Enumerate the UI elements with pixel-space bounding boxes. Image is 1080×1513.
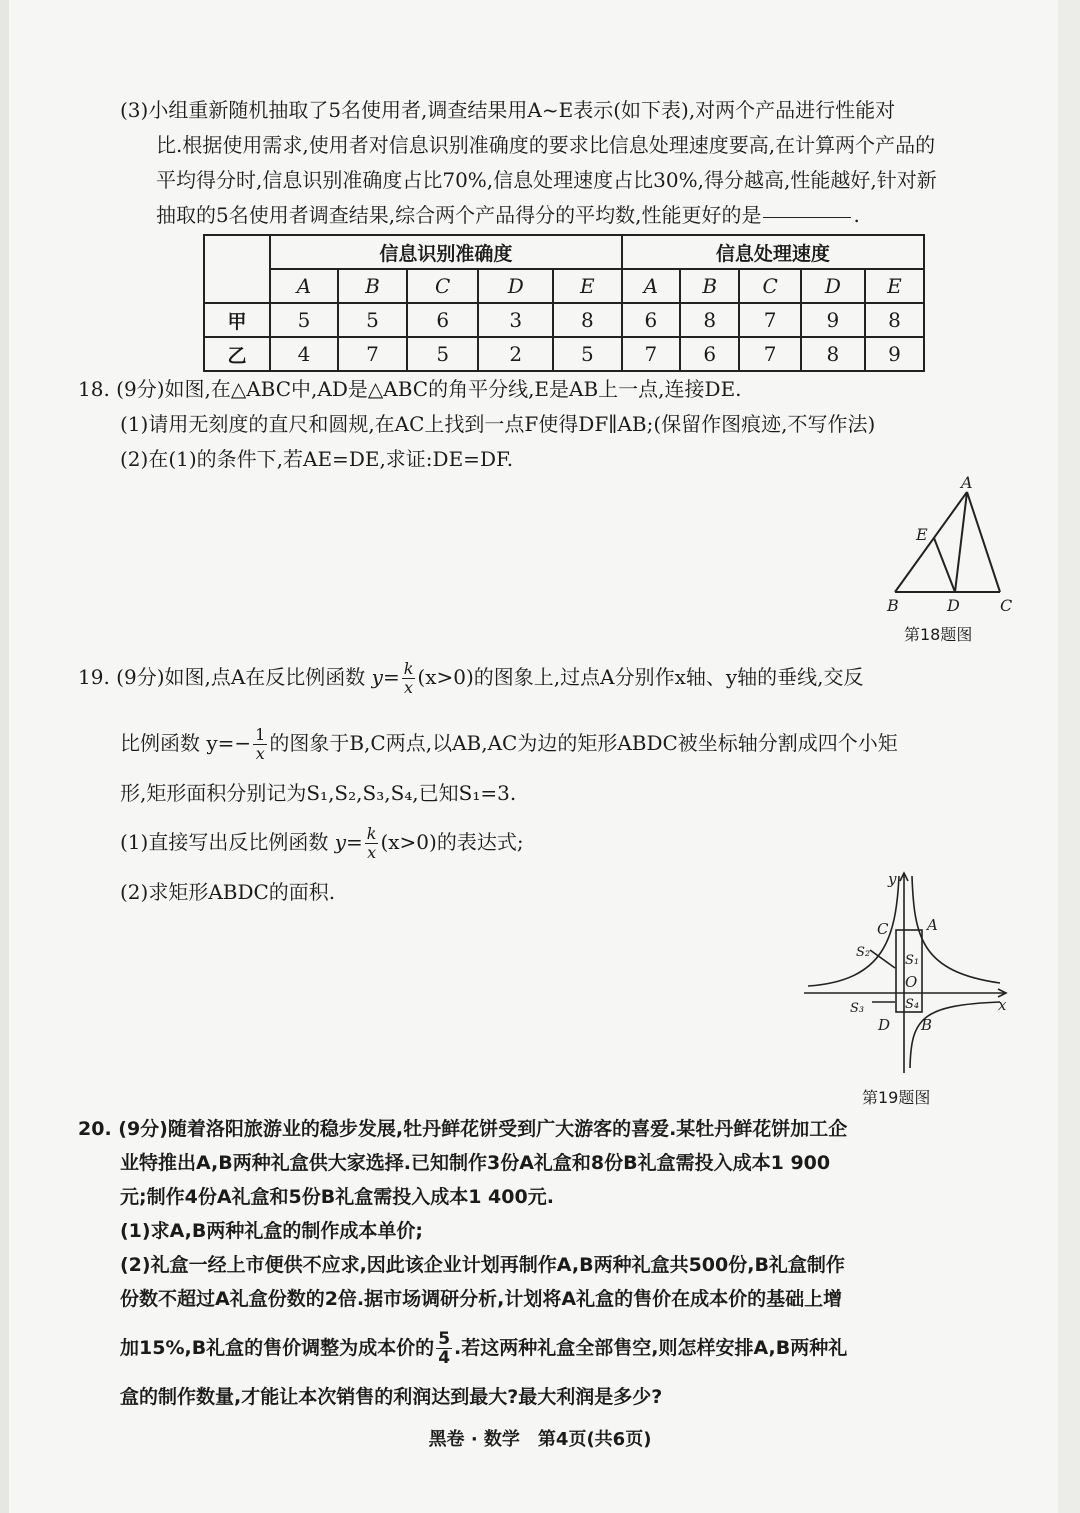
- table-header-row: [204, 235, 924, 269]
- col-label: B: [338, 269, 407, 303]
- label-c: C: [1000, 596, 1013, 615]
- col-label: B: [680, 269, 739, 303]
- numerator: 1: [255, 725, 266, 744]
- label-e: E: [916, 525, 928, 544]
- table-col-row: [204, 269, 924, 303]
- curve-neg-fourth-quadrant: [910, 1002, 1000, 1068]
- table-cell: 8: [865, 303, 924, 337]
- q20-line2: 业特推出A,B两种礼盒供大家选择.已知制作3份A礼盒和8份B礼盒需投入成本1 900: [120, 1152, 831, 1174]
- table-cell: 7: [622, 337, 680, 371]
- label-d: D: [878, 1016, 891, 1034]
- side-ac: [967, 492, 1000, 592]
- label-a: A: [927, 916, 938, 934]
- q17-part3-line2: 比.根据使用需求,使用者对信息识别准确度的要求比信息处理速度要高,在计算两个产品的: [156, 133, 936, 157]
- col-label: E: [553, 269, 622, 303]
- table-cell: 7: [739, 337, 800, 371]
- q19-line2-b: 的图象于B,C两点,以AB,AC为边的矩形ABDC被坐标轴分割成四个小矩: [269, 731, 898, 755]
- q20-part2-line3: [120, 1330, 847, 1367]
- q18-figure: [880, 470, 1030, 620]
- label-s3: S₃: [850, 1001, 865, 1016]
- q19-part1-y-eq: y=: [334, 830, 363, 854]
- q17-part3-line1: (3)小组重新随机抽取了5名使用者,调查结果用A~E表示(如下表),对两个产品进行性能对: [120, 98, 896, 122]
- col-label: E: [865, 269, 924, 303]
- q19-part1-a: (1)直接写出反比例函数: [120, 830, 329, 854]
- table-cell: 2: [478, 337, 553, 371]
- q17-part3-line3: 平均得分时,信息识别准确度占比70%,信息处理速度占比30%,得分越高,性能越好,针对新: [156, 168, 937, 192]
- page-right-edge: [1058, 0, 1080, 1513]
- label-o: O: [905, 973, 918, 991]
- table-cell: 6: [407, 303, 479, 337]
- col-label: D: [478, 269, 553, 303]
- row-label: 甲: [204, 303, 270, 337]
- q19-line2-a: 比例函数 y=−: [120, 731, 252, 755]
- fraction-k-over-x: [365, 825, 379, 862]
- q20-part2-line2: 份数不超过A礼盒份数的2倍.据市场调研分析,计划将A礼盒的售价在成本价的基础上增: [120, 1288, 843, 1310]
- answer-blank[interactable]: [763, 217, 851, 218]
- q17-part3-line4-end: .: [853, 203, 860, 227]
- q19-part1: [120, 825, 524, 862]
- numerator: k: [366, 824, 377, 843]
- q19-y-eq: y=: [371, 665, 400, 689]
- q20-part2-line3-b: .若这两种礼盒全部售空,则怎样安排A,B两种礼: [454, 1337, 848, 1359]
- q19-caption: 第19题图: [862, 1088, 931, 1107]
- table-corner: [204, 235, 270, 303]
- label-s2: S₂: [856, 945, 871, 960]
- q19-stem-b: 的图象上,过点A分别作x轴、y轴的垂线,交反: [473, 665, 864, 689]
- col-label: C: [739, 269, 800, 303]
- q20-line1: 20. (9分)随着洛阳旅游业的稳步发展,牡丹鲜花饼受到广大游客的喜爱.某牡丹鲜花饼加工企: [78, 1118, 848, 1140]
- table-cell: 8: [553, 303, 622, 337]
- col-label: C: [407, 269, 479, 303]
- table-cell: 6: [680, 337, 739, 371]
- q18-caption: 第18题图: [904, 625, 973, 644]
- label-b: B: [921, 1016, 933, 1034]
- q19-cond: (x>0): [417, 665, 474, 689]
- q20-part2-line3-a: 加15%,B礼盒的售价调整为成本价的: [120, 1337, 435, 1359]
- numerator: k: [403, 659, 414, 678]
- label-y: y: [888, 870, 897, 888]
- q19-stem: [78, 660, 864, 697]
- label-x: x: [998, 996, 1007, 1014]
- col-label: A: [622, 269, 680, 303]
- segment-de: [934, 538, 955, 592]
- fraction-1-over-x: [253, 726, 267, 763]
- q19-stem-a: 19. (9分)如图,点A在反比例函数: [78, 665, 366, 689]
- table-cell: 8: [680, 303, 739, 337]
- q19-line3: 形,矩形面积分别记为S₁,S₂,S₃,S₄,已知S₁=3.: [120, 781, 517, 805]
- table-cell: 7: [739, 303, 800, 337]
- score-table: [203, 234, 925, 372]
- q18-stem: 18. (9分)如图,在△ABC中,AD是△ABC的角平分线,E是AB上一点,连接DE.: [78, 377, 742, 401]
- table-cell: 3: [478, 303, 553, 337]
- label-s4: S₄: [905, 997, 920, 1012]
- table-cell: 5: [553, 337, 622, 371]
- q20-part2-line1: (2)礼盒一经上市便供不应求,因此该企业计划再制作A,B两种礼盒共500份,B礼盒制作: [120, 1254, 845, 1276]
- q19-figure: [800, 868, 1020, 1083]
- label-b: B: [887, 596, 899, 615]
- q18-part2: (2)在(1)的条件下,若AE=DE,求证:DE=DF.: [120, 447, 514, 471]
- page-footer: 黑卷 · 数学 第4页(共6页): [428, 1429, 652, 1450]
- q17-part3-line4: [156, 198, 860, 232]
- table-cell: 5: [270, 303, 338, 337]
- table-cell: 4: [270, 337, 338, 371]
- q19-part2: (2)求矩形ABDC的面积.: [120, 880, 336, 904]
- label-d: D: [947, 596, 960, 615]
- q20-line3: 元;制作4份A礼盒和5份B礼盒需投入成本1 400元.: [120, 1186, 554, 1208]
- table-cell: 9: [801, 303, 865, 337]
- denominator: x: [367, 843, 377, 862]
- header-speed: 信息处理速度: [622, 235, 924, 269]
- denominator: 4: [438, 1348, 451, 1368]
- denominator: x: [404, 678, 414, 697]
- table-cell: 5: [407, 337, 479, 371]
- table-row: [204, 337, 924, 371]
- label-a: A: [961, 473, 973, 492]
- table-cell: 7: [338, 337, 407, 371]
- table-cell: 8: [801, 337, 865, 371]
- q19-line2: [120, 726, 898, 763]
- q18-part1: (1)请用无刻度的直尺和圆规,在AC上找到一点F使得DF∥AB;(保留作图痕迹,不写作法): [120, 412, 876, 436]
- col-label: D: [801, 269, 865, 303]
- table-cell: 9: [865, 337, 924, 371]
- label-c: C: [877, 920, 889, 938]
- table-row: [204, 303, 924, 337]
- q20-part2-line4: 盒的制作数量,才能让本次销售的利润达到最大?最大利润是多少?: [120, 1386, 663, 1408]
- q19-part1-cond: (x>0): [380, 830, 437, 854]
- table-cell: 6: [622, 303, 680, 337]
- numerator: 5: [438, 1329, 451, 1349]
- denominator: x: [255, 744, 265, 763]
- q17-part3-line4-text: 抽取的5名使用者调查结果,综合两个产品得分的平均数,性能更好的是: [156, 203, 762, 227]
- header-accuracy: 信息识别准确度: [270, 235, 622, 269]
- table-cell: 5: [338, 303, 407, 337]
- label-s1: S₁: [905, 953, 920, 968]
- fraction-5-over-4: [436, 1330, 452, 1367]
- curve-k-over-x: [912, 876, 1000, 983]
- page-left-edge: [0, 0, 9, 1513]
- fraction-k-over-x: [402, 660, 416, 697]
- q20-part1: (1)求A,B两种礼盒的制作成本单价;: [120, 1220, 423, 1242]
- q19-part1-b: 的表达式;: [436, 830, 524, 854]
- col-label: A: [270, 269, 338, 303]
- pointer-s2: [870, 950, 895, 968]
- row-label: 乙: [204, 337, 270, 371]
